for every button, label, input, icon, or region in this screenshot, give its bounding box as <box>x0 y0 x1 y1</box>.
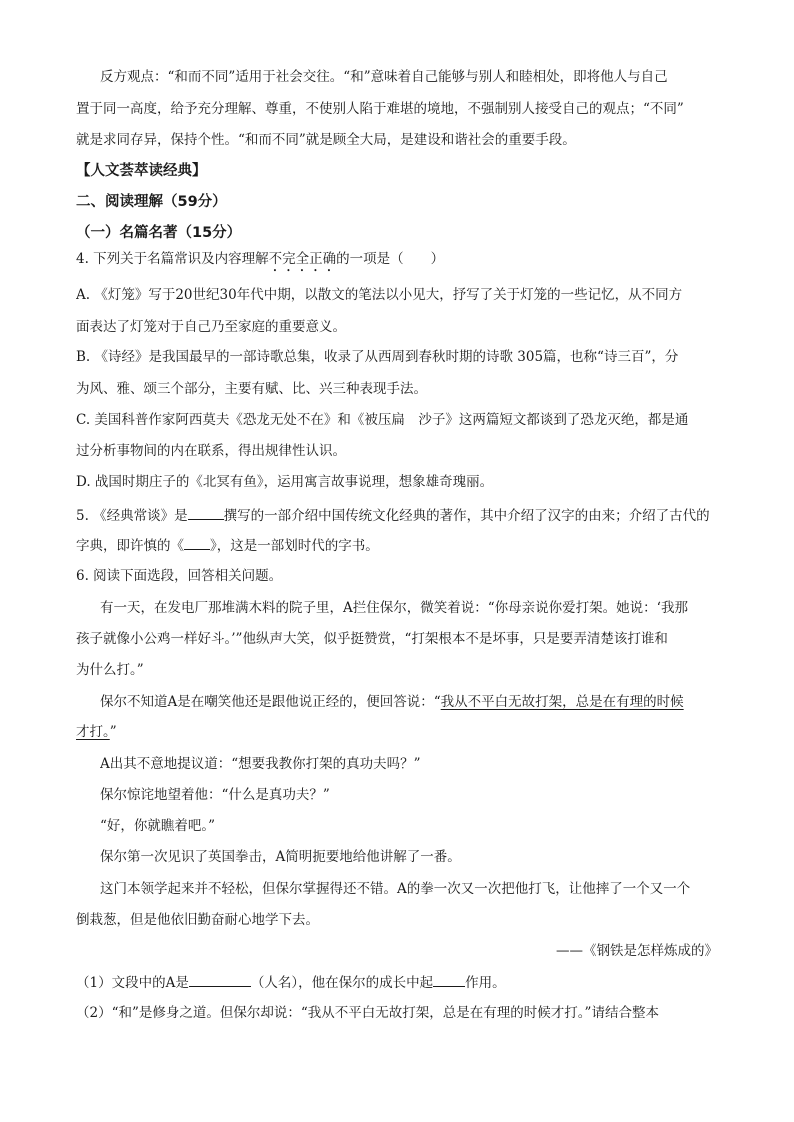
passage-p7-line-2: 倒栽葱，但是他依旧勤奋耐心地学下去。 <box>76 912 319 928</box>
passage-p7-line-1: 这门本领学起来并不轻松，但保尔掌握得还不错。A的拳一次又一次把他打飞，让他摔了一个又一个 <box>100 881 691 897</box>
heading-section-two: 二、阅读理解（59分） <box>76 194 227 210</box>
passage-p2-line-1 <box>100 692 718 712</box>
heading-subsection-one: （一）名篇名著（15分） <box>76 225 242 241</box>
passage-p2-before: 保尔不知道A是在嘲笑他还是跟他说正经的，便回答说：“ <box>100 694 441 710</box>
q4-option-c-line-2: 过分析事物间的内在联系，得出规律性认识。 <box>76 443 346 459</box>
q6-sub1-after: 作用。 <box>465 975 506 991</box>
passage-source: ——《钢铁是怎样炼成的》 <box>556 943 718 959</box>
q6-sub1-middle: （人名），他在保尔的成长中起 <box>250 975 434 991</box>
q6-sub1 <box>76 972 718 993</box>
passage-p1-line-2: 孩子就像小公鸡一样好斗。’”他纵声大笑，似乎挺赞赏，“打架根本不是坏事，只是要弄清楚该打谁和 <box>76 631 668 647</box>
q4-stem-before: 4. 下列关于名篇常识及内容理解 <box>76 251 269 267</box>
q4-stem-after: 的一项是（ ） <box>336 251 445 267</box>
q6-instruction: 6. 阅读下面选段，回答相关问题。 <box>76 568 283 584</box>
q4-option-a-line-2: 面表达了灯笼对于自己乃至家庭的重要意义。 <box>76 319 346 335</box>
q5-text-4: 》，这是一部划时代的字书。 <box>210 538 379 554</box>
passage-p4: 保尔惊诧地望着他：“什么是真功夫？” <box>100 787 330 803</box>
passage-p2-line2-underlined: 才打。 <box>76 724 110 740</box>
q4-option-c-line-1: C. 美国科普作家阿西莫夫《恐龙无处不在》和《被压扁 沙子》这两篇短文都谈到了恐龙灭绝，都是通 <box>76 412 689 428</box>
q5-book-blank[interactable] <box>184 535 210 550</box>
passage-p1-line-3: 为什么打。” <box>76 662 144 678</box>
passage-p5: “好，你就瞧着吧。” <box>100 818 216 834</box>
q6-sub2: （2）“和”是修身之道。但保尔却说：“我从不平白无故打架，总是在有理的时候才打。”请结合整本 <box>76 1005 659 1021</box>
q4-option-d: D. 战国时期庄子的《北冥有鱼》，运用寓言故事说理，想象雄奇瑰丽。 <box>76 474 494 490</box>
passage-p3: A出其不意地提议道：“想要我教你打架的真功夫吗？” <box>100 756 421 772</box>
q5-author-blank[interactable] <box>188 505 224 520</box>
passage-p2-line2-end: ” <box>109 724 117 740</box>
q4-option-b-line-1: B. 《诗经》是我国最早的一部诗歌总集，收录了从西周到春秋时期的诗歌 305篇，也称“诗三百”，分 <box>76 349 679 365</box>
passage-p1-line-1: 有一天，在发电厂那堆满木料的院子里，A拦住保尔，微笑着说：“你母亲说你爱打架。她说：‘我那 <box>100 600 688 616</box>
q4-option-b-line-2: 为风、雅、颂三个部分，主要有赋、比、兴三种表现手法。 <box>76 381 427 397</box>
q4-option-a-line-1: A. 《灯笼》写于20世纪30年代中期，以散文的笔法以小见大，抒写了关于灯笼的一些记忆，从不同方 <box>76 287 683 303</box>
q6-sub1-name-blank[interactable] <box>189 972 251 987</box>
q6-sub1-role-blank[interactable] <box>433 972 465 987</box>
passage-p2-underlined: 我从不平白无故打架，总是在有理的时候 <box>440 694 684 710</box>
q5-text-3: 字典，即许慎的《 <box>76 538 184 554</box>
q5-line-2 <box>76 535 718 556</box>
intro-line-3: 就是求同存异，保持个性。“和而不同”就是顾全大局，是建设和谐社会的重要手段。 <box>76 132 576 148</box>
q5-line-1 <box>76 505 718 526</box>
intro-line-1: 反方观点：“和而不同”适用于社会交往。“和”意味着自己能够与别人和睦相处，即将他人与自己 <box>100 69 668 85</box>
intro-line-2: 置于同一高度，给予充分理解、尊重，不使别人陷于难堪的境地，不强制别人接受自己的观点；“不同” <box>76 101 684 117</box>
q4-stem <box>76 249 718 275</box>
q5-text-1: 5. 《经典常谈》是 <box>76 508 188 524</box>
q5-text-2: 撰写的一部介绍中国传统文化经典的著作，其中介绍了汉字的由来；介绍了古代的 <box>223 508 710 524</box>
q6-sub1-before: （1）文段中的A是 <box>76 975 189 991</box>
heading-reading-classics: 【人文荟萃读经典】 <box>76 163 207 179</box>
passage-p2-line-2 <box>76 722 718 742</box>
passage-p6: 保尔第一次见识了英国拳击，A简明扼要地给他讲解了一番。 <box>100 849 461 865</box>
q4-stem-emphasis: 不完全正确 <box>268 251 337 267</box>
